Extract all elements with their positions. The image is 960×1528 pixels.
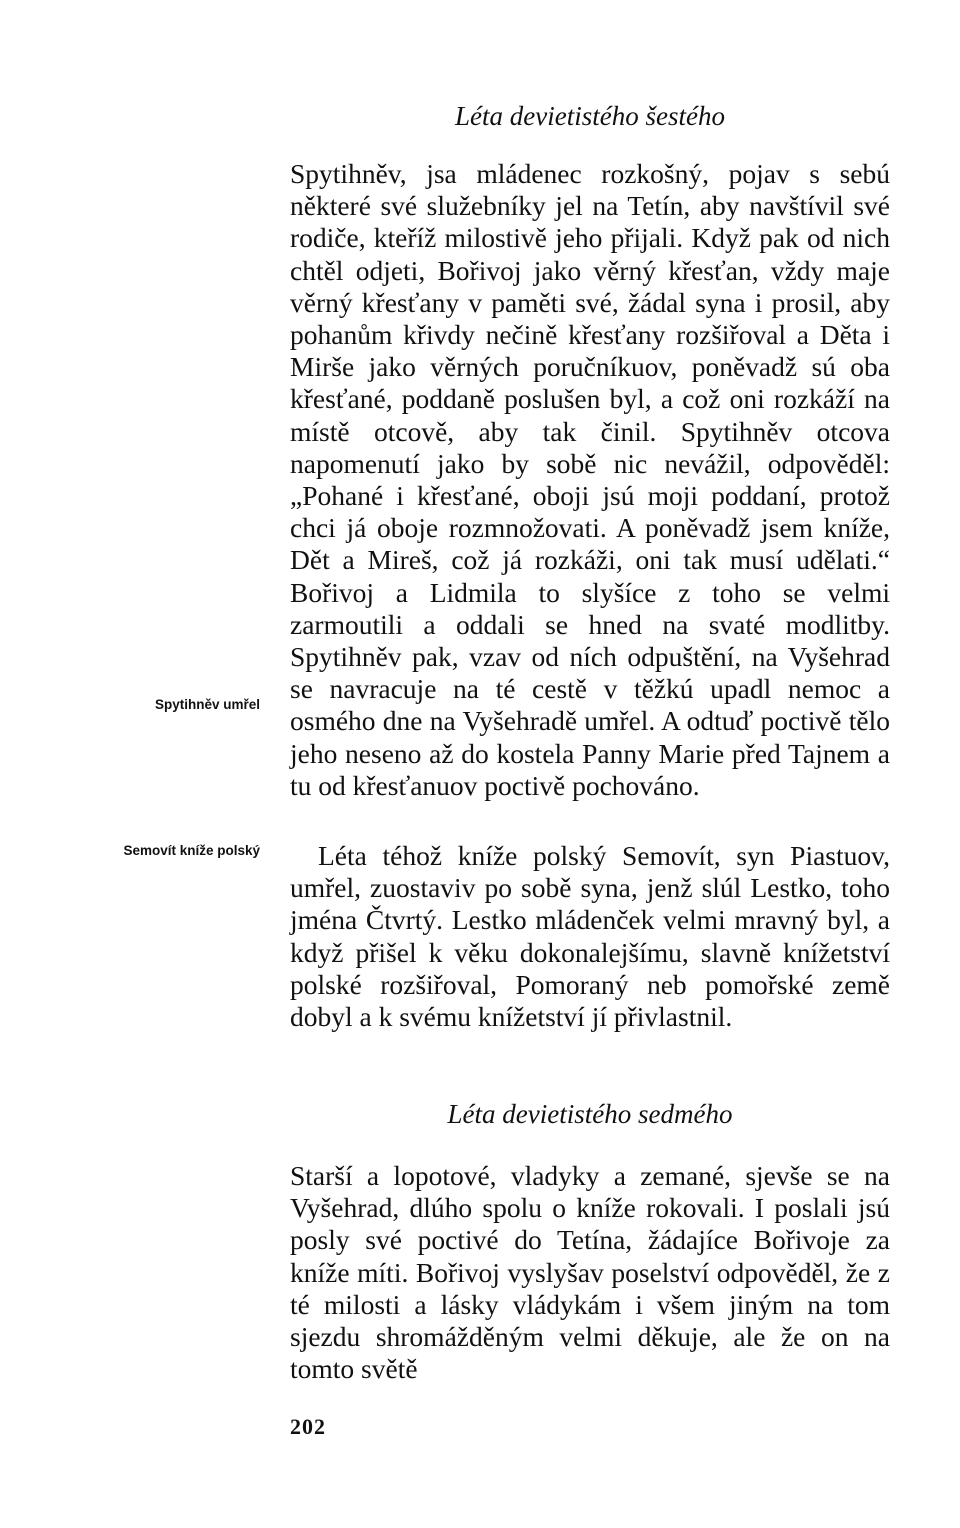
paragraph-spytihnev: Spytihněv, jsa mládenec rozkošný, pojav s sebú některé své služebníky jel na Tetín, aby navštívil své rodiče, kteříž milostivě jeho přijali. Když pak od nich chtěl odjeti, Bořivoj jako věrný křesťan, vždy maje věrný křesťany v paměti své, žádal syna i prosil, aby pohanům křivdy nečině křesťany rozšiřoval a Děta i Mirše jako věrných poručníkuov, poněvadž sú oba křesťané, poddaně poslušen byl, a což oni rozkáží na místě otcově, aby tak činil. Spytihněv otcova napomenutí jako by sobě nic nevážil, odpověděl: „Pohané i křesťané, oboji jsú moji poddaní, protož chci já oboje rozmnožovati. A poněvadž jsem kníže, Dět a Mireš, což já rozkáži, oni tak musí udělati.“ Bořivoj a Lidmila to slyšíce z toho se velmi zarmoutili a oddali se hned na svaté modlitby. Spytihněv pak, vzav od ních odpuštění, na Vyšehrad se navracuje na té cestě v těžkú upadl nemoc a osmého dne na Vyšehradě umřel. A odtuď poctivě tělo jeho neseno až do kostela Panny Marie před Tajnem a tu od křesťanuov poctivě pochováno. [290, 158, 890, 801]
section-heading-907: Léta devietistého sedmého [447, 1099, 733, 1129]
page-number: 202 [290, 1414, 326, 1439]
paragraph-starsi: Starší a lopotové, vladyky a zemané, sjevše se na Vyšehrad, dlúho spolu o kníže rokovali. I poslali jsú posly své poctivé do Tetína, žádajíce Bořivoje za kníže míti. Bořivoj vyslyšav poselství odpověděl, že z té milosti a lásky vládykám i všem jiným na tom sjezdu shromážděným velmi děkuje, ale že on na tomto světě [290, 1160, 890, 1385]
margin-note-spytihnev: Spytihněv umřel [154, 697, 260, 712]
section-heading-906: Léta devietistého šestého [455, 101, 725, 131]
margin-note-semovit: Semovít kníže polský [123, 843, 260, 858]
paragraph-semovit: Léta téhož kníže polský Semovít, syn Piastuov, umřel, zuostaviv po sobě syna, jenž slúl Lestko, toho jména Čtvrtý. Lestko mládenček velmi mravný byl, a když přišel k věku dokonalejšímu, slavně knížetství polské rozšiřoval, Pomoraný neb pomořské země dobyl a k svému knížetství jí přivlastnil. [290, 840, 890, 1033]
